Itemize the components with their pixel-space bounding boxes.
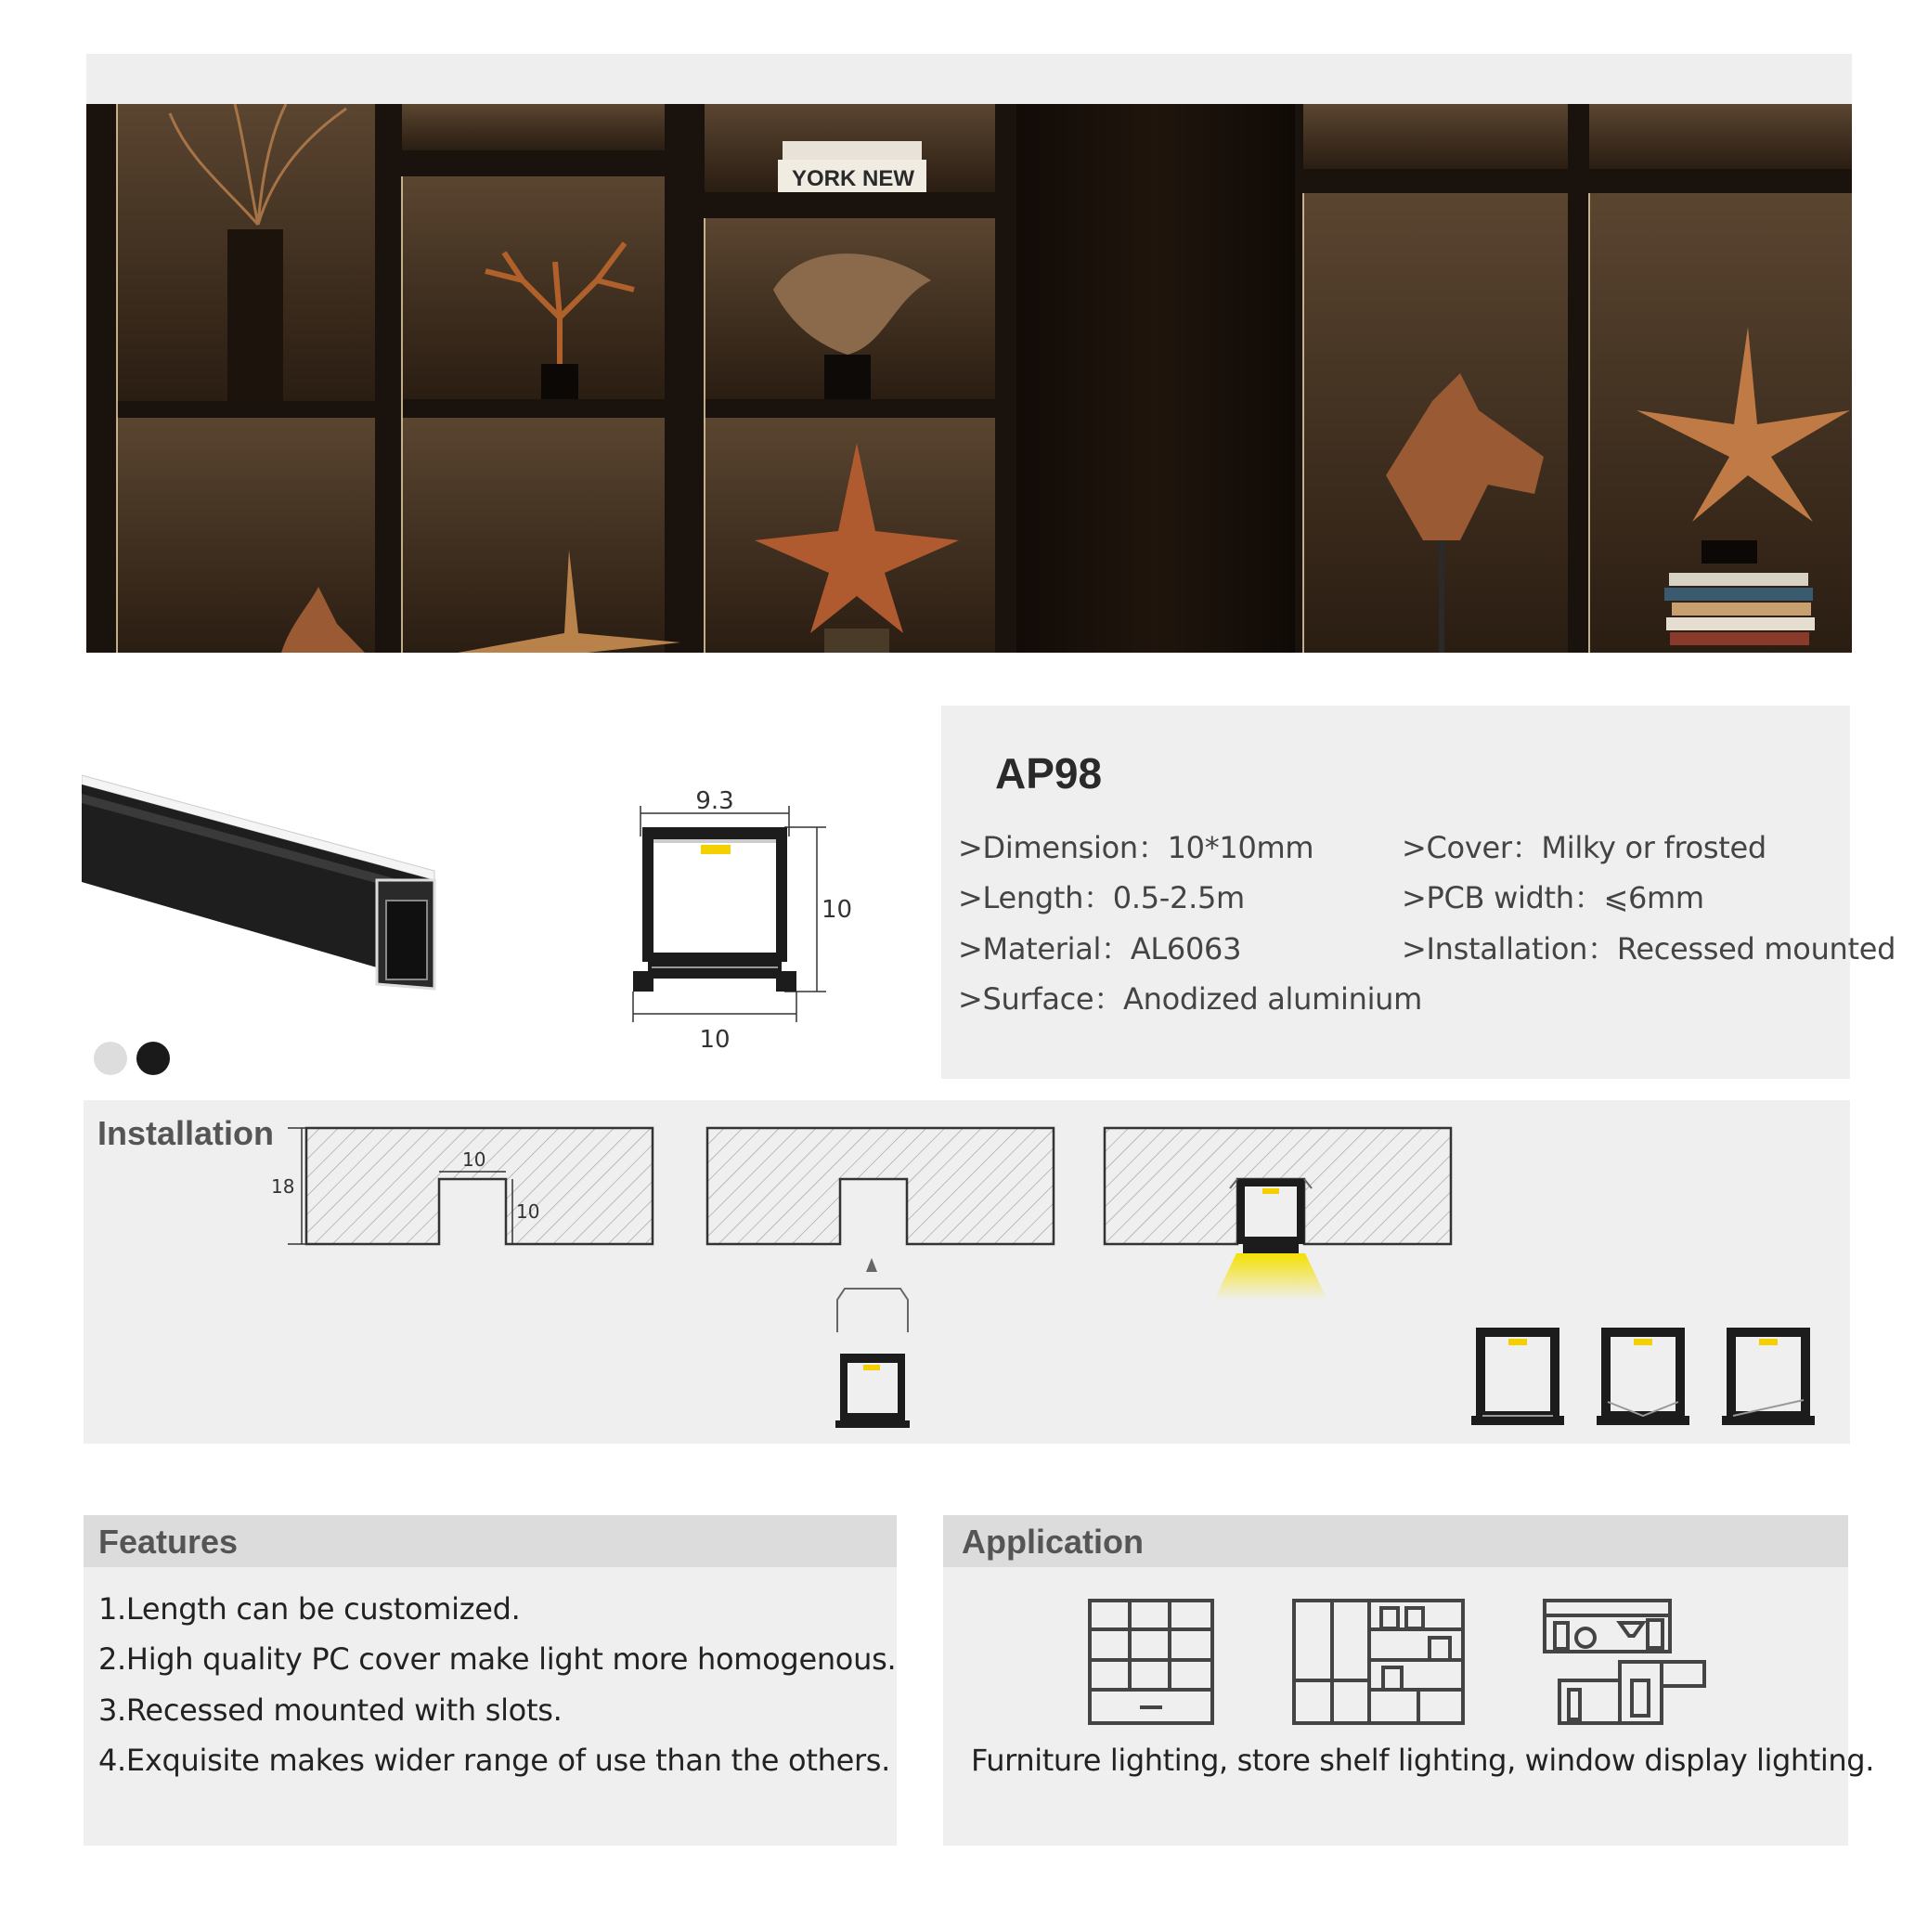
spec-cover: >Cover：Milky or frosted bbox=[1402, 830, 1766, 865]
application-description: Furniture lighting, store shelf lighting, window display lighting. bbox=[971, 1743, 1874, 1778]
groove-width-label: 10 bbox=[462, 1148, 486, 1171]
install-step-2 bbox=[707, 1128, 1054, 1428]
feature-item-1: 1.Length can be customized. bbox=[98, 1591, 521, 1627]
application-title: Application bbox=[962, 1523, 1144, 1561]
color-swatch-black[interactable] bbox=[136, 1042, 170, 1075]
spec-material: >Material：AL6063 bbox=[958, 931, 1242, 966]
display-shelf-icon bbox=[1541, 1597, 1708, 1727]
installation-diagram bbox=[260, 1114, 1838, 1434]
cross-section-svg bbox=[594, 785, 854, 1064]
dim-bottom-width: 10 bbox=[699, 1026, 731, 1054]
profile-3d-render bbox=[82, 761, 453, 1003]
feature-item-2: 2.High quality PC cover make light more homogenous. bbox=[98, 1641, 897, 1677]
color-swatch-white[interactable] bbox=[94, 1042, 127, 1075]
install-step-3 bbox=[1105, 1128, 1451, 1300]
feature-item-4: 4.Exquisite makes wider range of use than the others. bbox=[98, 1743, 891, 1778]
cover-variants bbox=[1471, 1328, 1815, 1425]
spec-dimension: >Dimension：10*10mm bbox=[958, 830, 1314, 865]
groove-depth-label: 18 bbox=[271, 1175, 295, 1198]
shelf-illustration bbox=[86, 104, 1852, 653]
cross-section-drawing bbox=[594, 785, 854, 1064]
install-step-1 bbox=[271, 1128, 653, 1244]
spec-surface: >Surface：Anodized aluminium bbox=[958, 981, 1423, 1017]
hero-top-strip bbox=[86, 54, 1852, 104]
dim-top-width: 9.3 bbox=[695, 787, 734, 815]
dim-height: 10 bbox=[822, 896, 853, 924]
book-spine-text: YORK NEW bbox=[792, 166, 914, 191]
features-title: Features bbox=[98, 1523, 239, 1561]
spec-pcb-width: >PCB width：⩽6mm bbox=[1402, 880, 1704, 915]
cabinet-grid-icon bbox=[1086, 1597, 1216, 1727]
spec-length: >Length：0.5-2.5m bbox=[958, 880, 1245, 915]
feature-item-3: 3.Recessed mounted with slots. bbox=[98, 1692, 563, 1728]
hero-shelf-photo bbox=[86, 104, 1852, 653]
model-number: AP98 bbox=[995, 749, 1103, 797]
spec-installation: >Installation：Recessed mounted bbox=[1402, 931, 1896, 966]
installation-title: Installation bbox=[97, 1114, 275, 1152]
wardrobe-shelf-icon bbox=[1290, 1597, 1467, 1727]
groove-height-label: 10 bbox=[516, 1200, 540, 1223]
